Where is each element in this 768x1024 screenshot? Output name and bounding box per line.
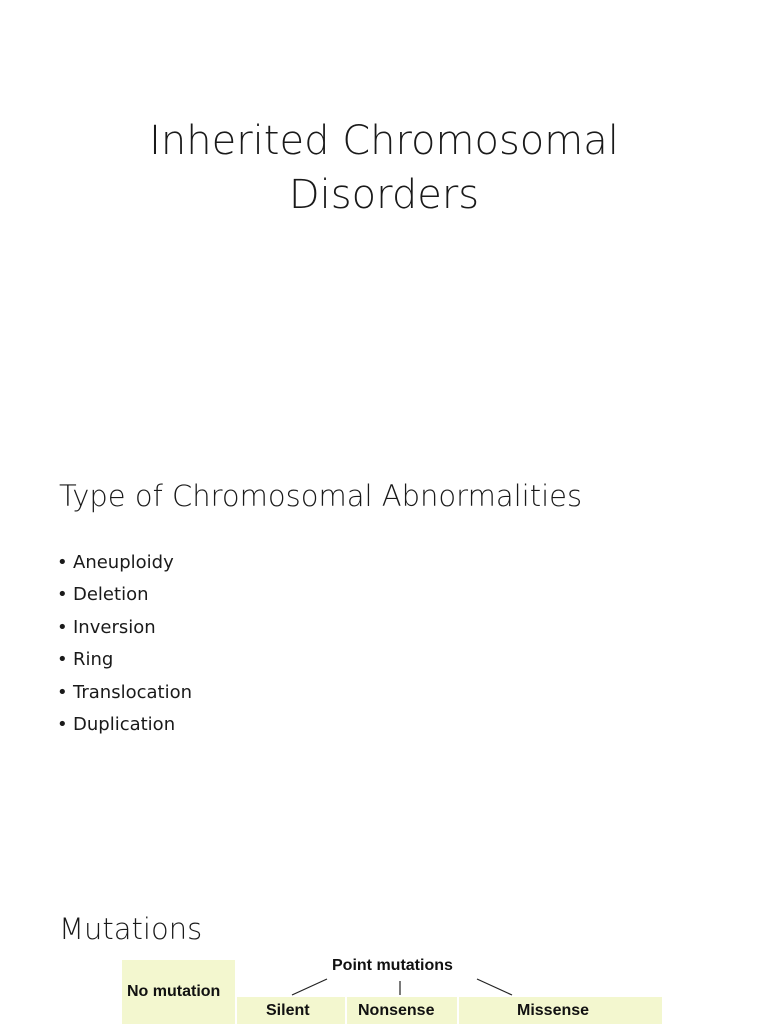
mutations-heading: Mutations (59, 912, 203, 946)
branch-line-missense (477, 979, 512, 995)
title-line-1: Inherited Chromosomal (149, 118, 619, 164)
list-item-inversion: • Inversion (57, 612, 192, 644)
list-item-duplication: • Duplication (57, 709, 192, 741)
list-item-translocation: • Translocation (57, 677, 192, 709)
mutation-types-figure (122, 955, 662, 1024)
nonsense-label: Nonsense (358, 1002, 435, 1019)
missense-label: Missense (517, 1002, 590, 1019)
silent-label: Silent (266, 1002, 310, 1019)
title-line-2: Disorders (288, 172, 480, 218)
no-mutation-label: No mutation (127, 983, 221, 1000)
abnormality-list (57, 547, 192, 741)
list-item-deletion: • Deletion (57, 579, 192, 611)
list-item-ring: • Ring (57, 644, 192, 676)
list-item-aneuploidy: • Aneuploidy (57, 547, 192, 579)
abnormalities-heading: Type of Chromosomal Abnormalities (59, 479, 583, 513)
point-mutations-label: Point mutations (332, 957, 453, 974)
branch-line-silent (292, 979, 327, 995)
slide-title (0, 114, 768, 222)
